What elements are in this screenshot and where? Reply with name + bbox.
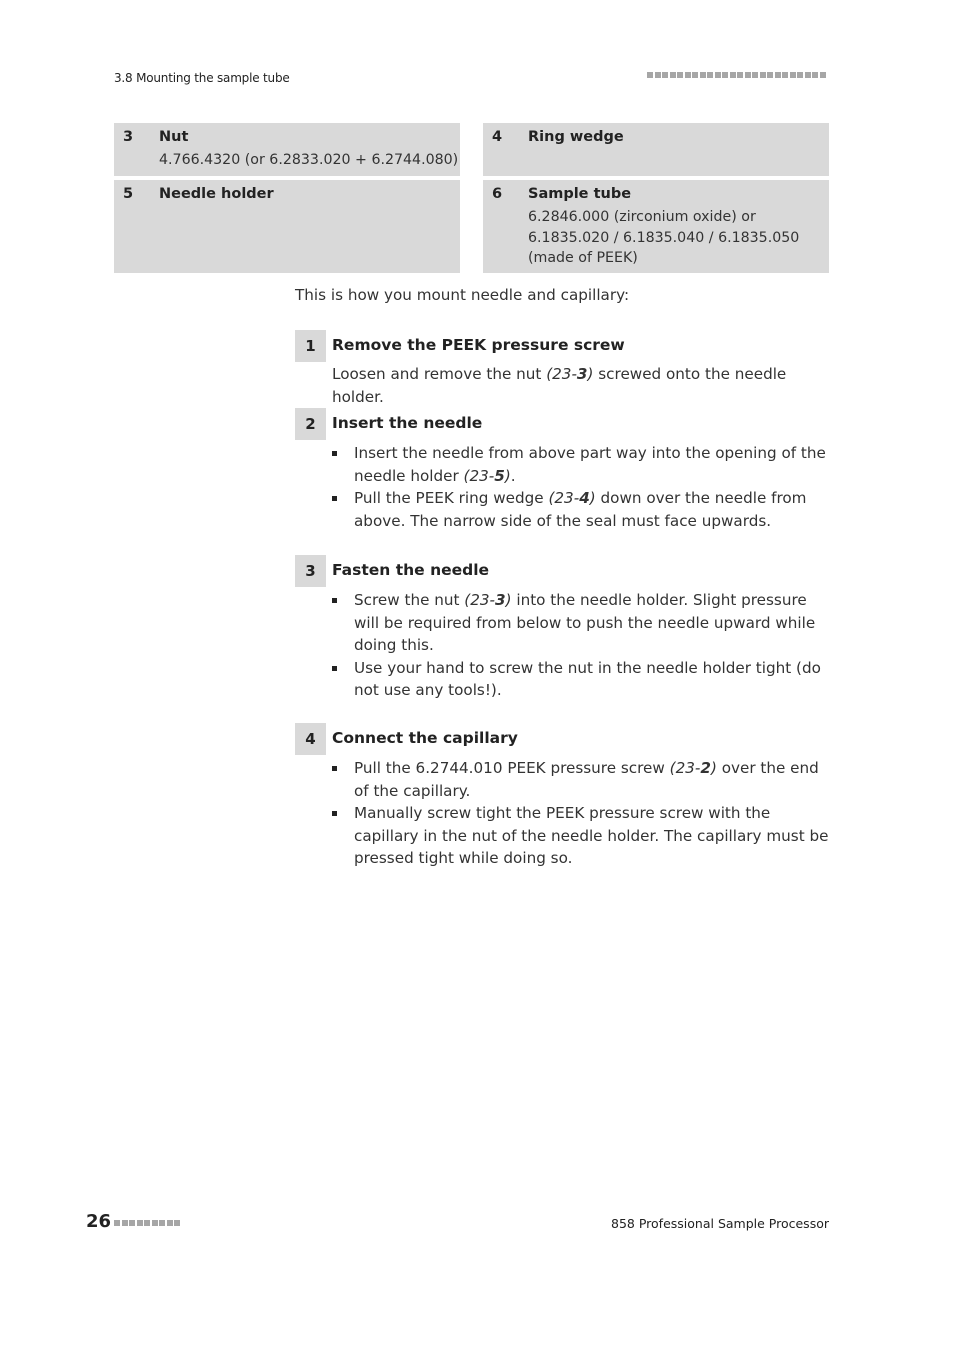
step-number: 1 [295, 330, 326, 362]
bullet-icon [332, 598, 337, 603]
step-title: Remove the PEEK pressure screw [332, 336, 625, 354]
list-item: Pull the 6.2744.010 PEEK pressure screw (23-2) over the end of the capillary. [332, 757, 832, 802]
legend-description: 4.766.4320 (or 6.2833.020 + 6.2744.080) [159, 152, 459, 168]
step-number: 4 [295, 723, 326, 755]
step-bullets [332, 589, 832, 702]
bullet-icon [332, 451, 337, 456]
legend-title: Needle holder [159, 186, 274, 202]
legend-item-ring-wedge [483, 123, 829, 176]
legend-number: 6 [492, 186, 503, 202]
legend-item-sample-tube [483, 180, 829, 273]
step-title: Connect the capillary [332, 729, 518, 747]
legend-title: Nut [159, 129, 189, 145]
figure-reference: (23-3) [546, 365, 594, 383]
bullet-icon [332, 496, 337, 501]
step-number: 3 [295, 555, 326, 587]
list-item: Pull the PEEK ring wedge (23-4) down over the needle from above. The narrow side of the seal must face upwards. [332, 487, 832, 532]
step-body: Loosen and remove the nut (23-3) screwed onto the needle holder. [332, 365, 787, 406]
legend-number: 3 [123, 129, 134, 145]
product-name: 858 Professional Sample Processor [611, 1216, 829, 1231]
footer-decoration-dots [114, 1220, 180, 1226]
bullet-icon [332, 811, 337, 816]
figure-reference: (23-5) [463, 466, 511, 485]
legend-title: Sample tube [528, 186, 632, 202]
step-bullets [332, 757, 832, 870]
step-title: Fasten the needle [332, 561, 490, 579]
page-number: 26 [86, 1211, 112, 1232]
figure-reference: (23-3) [464, 591, 512, 609]
legend-description-line: 6.1835.020 / 6.1835.040 / 6.1835.050 [528, 229, 800, 246]
figure-reference: (23-4) [548, 489, 596, 507]
intro-text: This is how you mount needle and capillary: [295, 286, 630, 304]
list-item: Use your hand to screw the nut in the needle holder tight (do not use any tools!). [332, 657, 832, 702]
bullet-icon [332, 666, 337, 671]
legend-item-nut [114, 123, 460, 176]
legend-title: Ring wedge [528, 129, 624, 145]
figure-reference: (23-2) [669, 759, 717, 777]
step-title: Insert the needle [332, 414, 483, 432]
list-item: Manually screw tight the PEEK pressure screw with the capillary in the nut of the needle holder. The capillary must be pressed tight while doing so. [332, 802, 832, 870]
header-decoration-dots [647, 72, 829, 78]
legend-description [528, 207, 828, 269]
step-number: 2 [295, 408, 326, 440]
bullet-icon [332, 766, 337, 771]
legend-number: 5 [123, 186, 134, 202]
legend-description-line: 6.2846.000 (zirconium oxide) or [528, 209, 756, 225]
section-header: 3.8 Mounting the sample tube [114, 71, 290, 85]
legend-number: 4 [492, 129, 503, 145]
list-item: Screw the nut (23-3) into the needle holder. Slight pressure will be required from below to push the needle upward while doing this. [332, 589, 832, 657]
list-item: Insert the needle from above part way into the opening of the needle holder (23-5). [332, 442, 832, 487]
legend-item-needle-holder [114, 180, 460, 273]
legend-description-line: (made of PEEK) [528, 250, 638, 266]
step-bullets [332, 442, 832, 532]
